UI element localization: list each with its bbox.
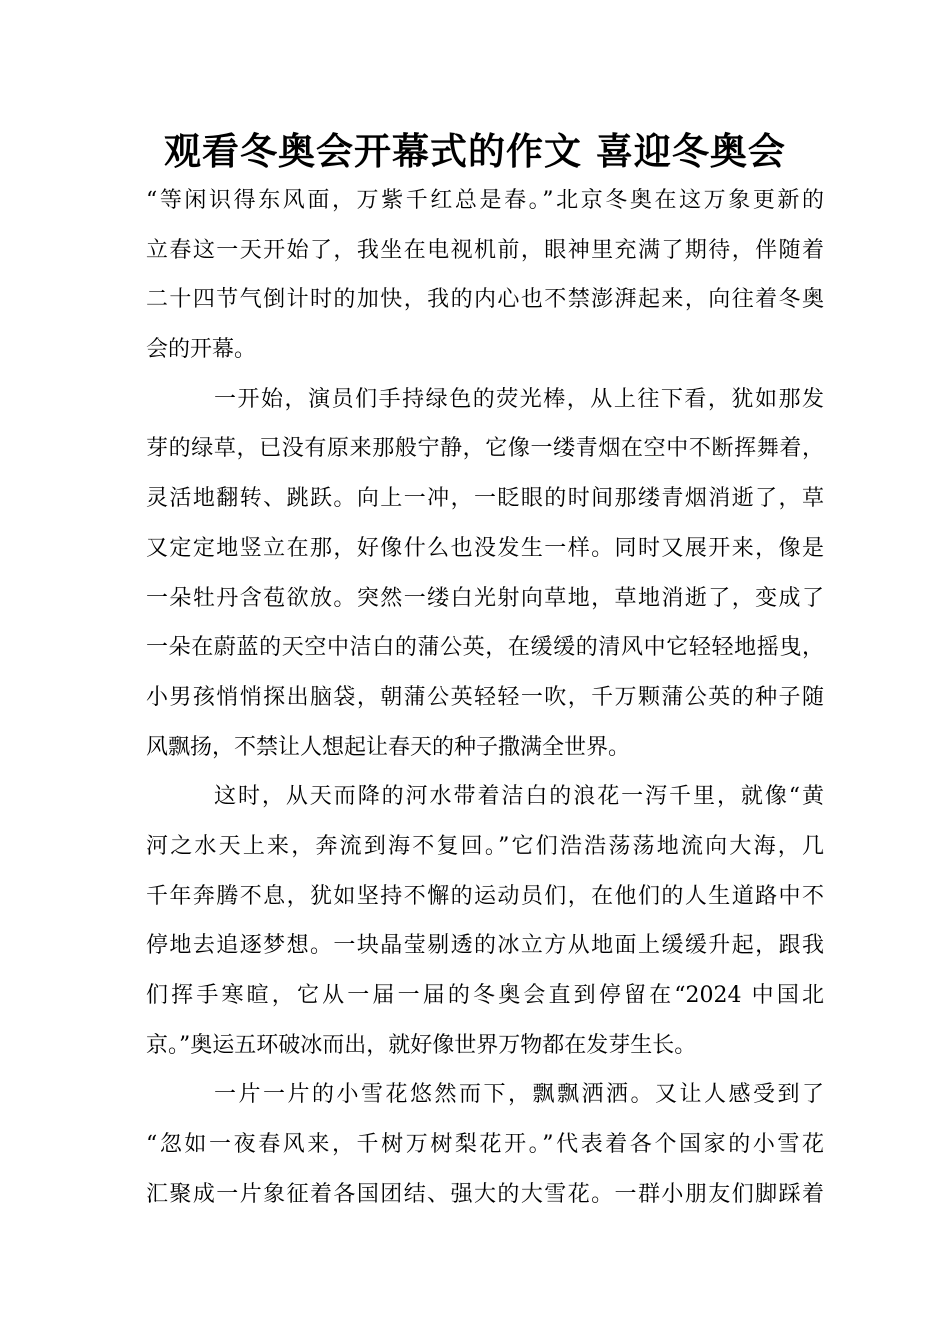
text-line: 一朵在蔚蓝的天空中洁白的蒲公英，在缓缓的清风中它轻轻地摇曳， [146,635,824,661]
text-line: 一开始，演员们手持绿色的荧光棒，从上往下看，犹如那发 [214,386,824,412]
text-line: 一片一片的小雪花悠然而下，飘飘洒洒。又让人感受到了 [214,1082,824,1108]
text-line: 风飘扬，不禁让人想起让春天的种子撒满全世界。 [146,734,631,760]
text-line: 汇聚成一片象征着各国团结、强大的大雪花。一群小朋友们脚踩着 [146,1181,824,1207]
paragraph [146,375,824,773]
text-line: 河之水天上来，奔流到海不复回。”它们浩浩荡荡地流向大海，几 [146,833,824,859]
document-body [146,176,824,1219]
text-line: “忽如一夜春风来，千树万树梨花开。”代表着各个国家的小雪花 [146,1132,824,1158]
text-line: 会的开幕。 [146,337,257,363]
text-line: 停地去追逐梦想。一块晶莹剔透的冰立方从地面上缓缓升起，跟我 [146,933,824,959]
text-line: 京。”奥运五环破冰而出，就好像世界万物都在发芽生长。 [146,1032,697,1058]
paragraph [146,772,824,1070]
text-line: 又定定地竖立在那，好像什么也没发生一样。同时又展开来，像是 [146,535,824,561]
text-line: 一朵牡丹含苞欲放。突然一缕白光射向草地，草地消逝了，变成了 [146,585,824,611]
text-line: 千年奔腾不息，犹如坚持不懈的运动员们，在他们的人生道路中不 [146,883,824,909]
text-line: “等闲识得东风面，万紫千红总是春。”北京冬奥在这万象更新的 [146,188,824,213]
text-line: 立春这一天开始了，我坐在电视机前，眼神里充满了期待，伴随着 [146,237,824,263]
text-line: 芽的绿草，已没有原来那般宁静，它像一缕青烟在空中不断挥舞着， [146,436,824,462]
document-title: 观看冬奥会开幕式的作文 喜迎冬奥会 [164,130,786,173]
paragraph [146,176,824,375]
text-line: 二十四节气倒计时的加快，我的内心也不禁澎湃起来，向往着冬奥 [146,287,824,313]
text-line: 们挥手寒暄，它从一届一届的冬奥会直到停留在“2024 中国北 [146,983,824,1008]
text-line: 这时，从天而降的河水带着洁白的浪花一泻千里，就像“黄 [214,784,824,810]
text-line: 小男孩悄悄探出脑袋，朝蒲公英轻轻一吹，千万颗蒲公英的种子随 [146,684,824,710]
text-line: 灵活地翻转、跳跃。向上一冲，一眨眼的时间那缕青烟消逝了，草 [146,486,824,512]
paragraph [146,1070,824,1219]
